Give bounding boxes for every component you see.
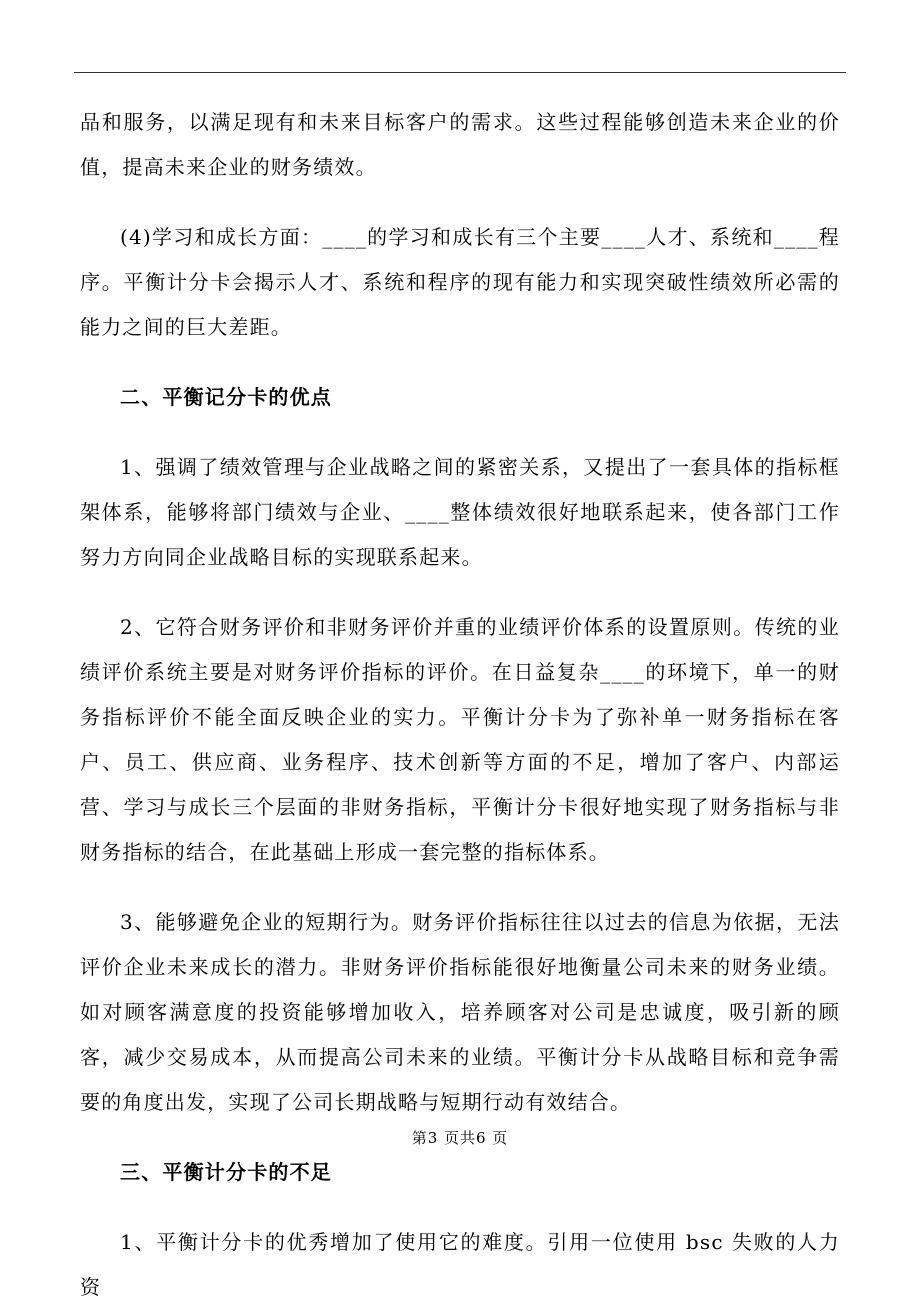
section-heading: 三、平衡计分卡的不足 bbox=[120, 1160, 332, 1184]
paragraph: (4)学习和成长方面：____的学习和成长有三个主要____人才、系统和____程序。平衡计分卡会揭示人才、系统和程序的现有能力和实现突破性绩效所必需的能力之间的巨大差距。 bbox=[80, 225, 840, 339]
paragraph: 3、能够避免企业的短期行为。财务评价指标往往以过去的信息为依据，无法评价企业未来成长的潜力。非财务评价指标能很好地衡量公司未来的财务业绩。如对顾客满意度的投资能够增加收入，培养顾客对公司是忠诚度，吸引新的顾客，减少交易成本，从而提高公司未来的业绩。平衡计分卡从战略目标和竞争需要的角度出发，实现了公司长期战略与短期行动有效结合。 bbox=[80, 910, 840, 1114]
paragraph: 1、平衡计分卡的优秀增加了使用它的难度。引用一位使用 bsc 失败的人力资 bbox=[80, 1230, 840, 1299]
page-number: 第3 页共6 页 bbox=[411, 1129, 509, 1147]
header-rule bbox=[74, 72, 846, 73]
paragraph: 2、它符合财务评价和非财务评价并重的业绩评价体系的设置原则。传统的业绩评价系统主要是对财务评价指标的评价。在日益复杂____的环境下，单一的财务指标评价不能全面反映企业的实力。平衡计分卡为了弥补单一财务指标在客户、员工、供应商、业务程序、技术创新等方面的不足，增加了客户、内部运营、学习与成长三个层面的非财务指标，平衡计分卡很好地实现了财务指标与非财务指标的结合，在此基础上形成一套完整的指标体系。 bbox=[80, 615, 840, 864]
paragraph: 品和服务，以满足现有和未来目标客户的需求。这些过程能够创造未来企业的价值，提高未来企业的财务绩效。 bbox=[80, 110, 840, 179]
paragraph: 1、强调了绩效管理与企业战略之间的紧密关系，又提出了一套具体的指标框架体系，能够将部门绩效与企业、____整体绩效很好地联系起来，使各部门工作努力方向同企业战略目标的实现联系起来。 bbox=[80, 455, 840, 569]
section-heading: 二、平衡记分卡的优点 bbox=[120, 385, 332, 409]
